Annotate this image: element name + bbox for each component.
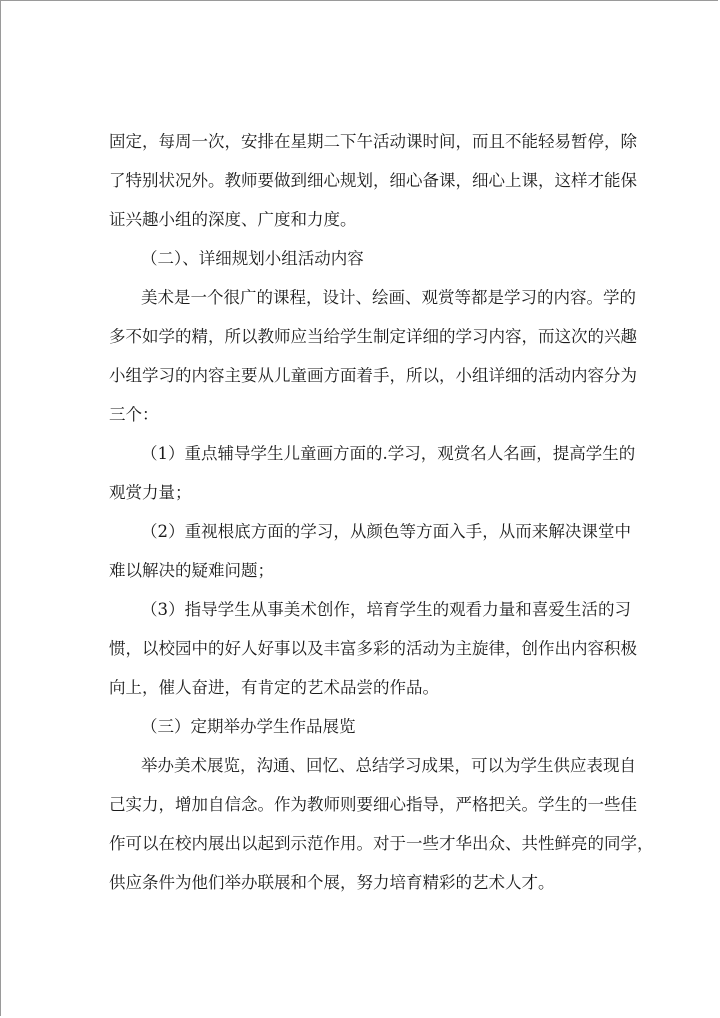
- body-line: 证兴趣小组的深度、广度和力度。: [109, 210, 357, 229]
- list-item-line: （3）指导学生从事美术创作，培育学生的观看力量和喜爱生活的习: [141, 600, 631, 619]
- list-item-line: （1）重点辅导学生儿童画方面的.学习，观赏名人名画，提高学生的: [141, 444, 636, 463]
- body-line: 多不如学的精，所以教师应当给学生制定详细的学习内容，而这次的兴趣: [109, 327, 637, 346]
- list-item-line: 难以解决的疑难问题；: [109, 561, 274, 580]
- body-line: 固定，每周一次，安排在星期二下午活动课时间，而且不能轻易暂停，除: [109, 132, 637, 151]
- body-line: 举办美术展览，沟通、回忆、总结学习成果，可以为学生供应表现自: [141, 756, 636, 775]
- section-heading: （三）定期举办学生作品展览: [141, 717, 356, 736]
- list-item-line: 向上，催人奋进，有肯定的艺术品尝的作品。: [109, 678, 439, 697]
- section-heading: （二）、详细规划小组活动内容: [141, 249, 364, 268]
- list-item-line: （2）重视根底方面的学习，从颜色等方面入手，从而来解决课堂中: [141, 522, 631, 541]
- body-line: 三个：: [109, 405, 159, 424]
- body-line: 作可以在校内展出以起到示范作用。对于一些才华出众、共性鲜亮的同学，: [109, 834, 654, 853]
- body-line: 小组学习的内容主要从儿童画方面着手，所以，小组详细的活动内容分为: [109, 366, 637, 385]
- body-line: 了特别状况外。教师要做到细心规划，细心备课，细心上课，这样才能保: [109, 171, 637, 190]
- body-line: 美术是一个很广的课程，设计、绘画、观赏等都是学习的内容。学的: [141, 288, 636, 307]
- list-item-line: 惯，以校园中的好人好事以及丰富多彩的活动为主旋律，创作出内容积极: [109, 639, 637, 658]
- body-line: 供应条件为他们举办联展和个展，努力培育精彩的艺术人才。: [109, 873, 555, 892]
- list-item-line: 观赏力量；: [109, 483, 192, 502]
- body-line: 己实力，增加自信念。作为教师则要细心指导，严格把关。学生的一些佳: [109, 795, 637, 814]
